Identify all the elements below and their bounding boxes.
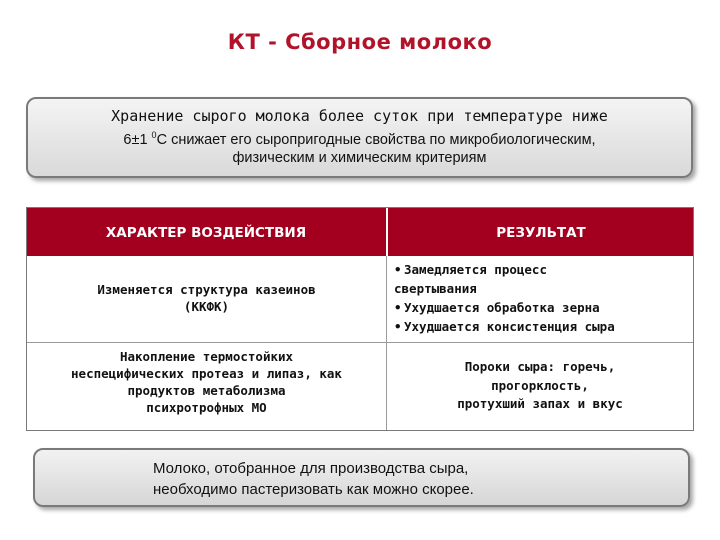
list-item: • Ухудшается обработка зерна: [394, 300, 600, 315]
intro-line-3: физическим и химическим критериям: [232, 150, 487, 166]
row2-result-line: протухший запах и вкус: [457, 396, 623, 411]
row2-cause-line: продуктов метаболизма: [127, 383, 286, 398]
intro-line-2: [28, 130, 691, 148]
list-item: • Замедляется процесс: [394, 262, 547, 277]
intro-temp: 6±1: [123, 131, 152, 148]
list-item: • Ухудшается консистенция сыра: [394, 319, 615, 334]
conclusion-line-1: Молоко, отобранное для производства сыра,: [153, 460, 469, 477]
list-item-continuation: свертывания: [394, 281, 477, 296]
row2-cause-line: неспецифических протеаз и липаз, как: [71, 366, 342, 381]
row2-cause-line: Накопление термостойких: [119, 349, 294, 364]
header-result: РЕЗУЛЬТАТ: [496, 225, 586, 241]
row2-cause: [27, 348, 386, 416]
row2-cause-line: психротрофных МО: [146, 400, 267, 415]
row2-result: [387, 358, 693, 414]
conclusion-box: [33, 448, 690, 507]
row2-result-line: прогорклость,: [491, 377, 589, 393]
row1-cause-line: Изменяется структура казеинов: [97, 282, 316, 297]
intro-degree: 0: [151, 130, 157, 140]
intro-line-2-rest: С снижает его сыропригодные свойства по микробиологическим,: [156, 131, 596, 148]
row1-cause-line: (ККФК): [183, 299, 230, 314]
header-divider: [386, 208, 388, 256]
row1-cause: [27, 281, 386, 315]
table-header: [27, 208, 693, 256]
header-cause: ХАРАКТЕР ВОЗДЕЙСТВИЯ: [105, 225, 307, 241]
bullet: •: [394, 319, 402, 334]
row-divider: [27, 342, 693, 343]
conclusion-line-2: необходимо пастеризовать как можно скорее.: [153, 481, 474, 498]
row2-result-line: Пороки сыра: горечь,: [464, 359, 616, 374]
bullet: •: [394, 262, 402, 277]
effects-table: [26, 207, 694, 431]
slide-title: КТ - Сборное молоко: [227, 30, 493, 54]
intro-box: [26, 97, 693, 178]
intro-line-1: Хранение сырого молока более суток при температуре ниже: [111, 107, 608, 125]
bullet: •: [394, 300, 402, 315]
row1-result: [394, 260, 690, 336]
